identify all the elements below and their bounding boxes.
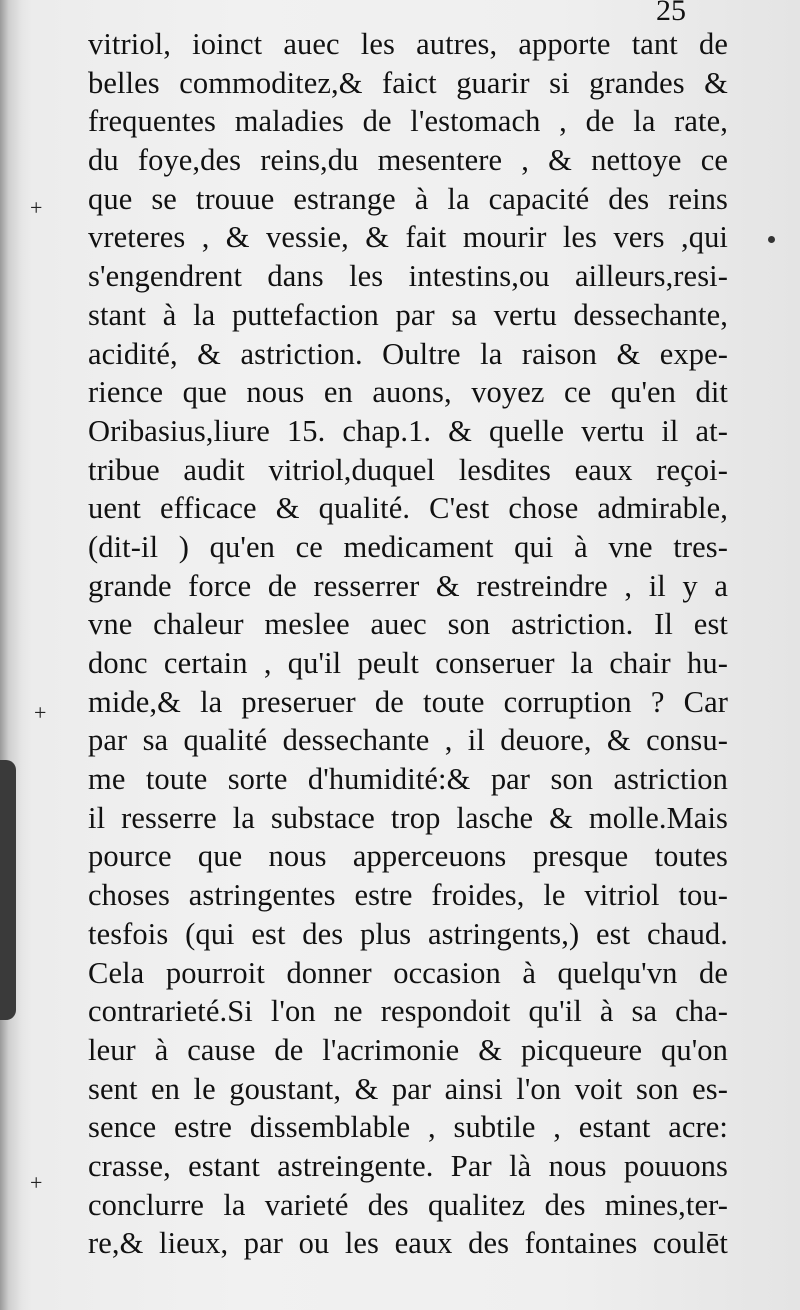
text-line: choses astringentes estre froides, le vitriol tou-: [88, 878, 728, 913]
text-line: frequentes maladies de l'estomach , de la rate,: [88, 104, 728, 139]
text-line: (dit-il ) qu'en ce medicament qui à vne tres-: [88, 529, 728, 564]
text-line: du foye,des reins,du mesentere , & nettoye ce: [88, 143, 728, 178]
text-line: re,& lieux, par ou les eaux des fontaines coulēt: [88, 1226, 728, 1261]
text-line: vitriol, ioinct auec les autres, apporte tant de: [88, 27, 728, 61]
text-line: stant à la puttefaction par sa vertu dessechante,: [88, 297, 728, 332]
text-line: Cela pourroit donner occasion à quelqu'vn de: [88, 955, 728, 990]
text-line: tribue audit vitriol,duquel lesdites eaux reçoi-: [88, 452, 728, 487]
text-line: crasse, estant astreingente. Par là nous pouuons: [88, 1148, 728, 1183]
page-tear: [0, 760, 16, 1020]
text-line: me toute sorte d'humidité:& par son astriction: [88, 762, 728, 797]
text-line: vne chaleur meslee auec son astriction. Il est: [88, 607, 728, 642]
text-line: pource que nous apperceuons presque toutes: [88, 839, 728, 874]
text-line: acidité, & astriction. Oultre la raison & expe-: [88, 336, 728, 371]
text-line: conclurre la varieté des qualitez des mines,ter-: [88, 1187, 728, 1222]
text-line: que se trouue estrange à la capacité des reins: [88, 181, 728, 216]
margin-mark: +: [30, 195, 43, 220]
text-line: par sa qualité dessechante , il deuore, & consu-: [88, 723, 728, 758]
body-text: [88, 25, 728, 1263]
text-line: sent en le goustant, & par ainsi l'on voit son es-: [88, 1071, 728, 1106]
text-line: il resserre la substace trop lasche & molle.Mais: [88, 800, 728, 835]
margin-mark: +: [30, 1170, 43, 1195]
text-line: uent efficace & qualité. C'est chose admirable,: [88, 491, 728, 526]
text-line: vreteres , & vessie, & fait mourir les vers ,qui: [88, 220, 728, 255]
text-line: s'engendrent dans les intestins,ou ailleurs,resi-: [88, 259, 728, 294]
text-line: rience que nous en auons, voyez ce qu'en dit: [88, 375, 728, 410]
text-line: belles commoditez,& faict guarir si grandes &: [88, 65, 728, 100]
text-line: tesfois (qui est des plus astringents,) est chaud.: [88, 916, 728, 951]
ink-dot: [768, 236, 775, 243]
text-line: donc certain , qu'il peult conseruer la chair hu-: [88, 646, 728, 680]
text-line: contrarieté.Si l'on ne respondoit qu'il à sa cha-: [88, 994, 728, 1029]
text-line: leur à cause de l'acrimonie & picqueure qu'on: [88, 1032, 728, 1067]
text-line: grande force de resserrer & restreindre , il y a: [88, 568, 728, 603]
margin-mark: +: [34, 700, 47, 725]
page-edge-shadow: [0, 0, 22, 1310]
text-line: Oribasius,liure 15. chap.1. & quelle vertu il at-: [88, 413, 728, 448]
page-number: 25: [656, 0, 686, 27]
text-line: sence estre dissemblable , subtile , estant acre:: [88, 1110, 728, 1145]
text-line: mide,& la preseruer de toute corruption ? Car: [88, 684, 728, 719]
